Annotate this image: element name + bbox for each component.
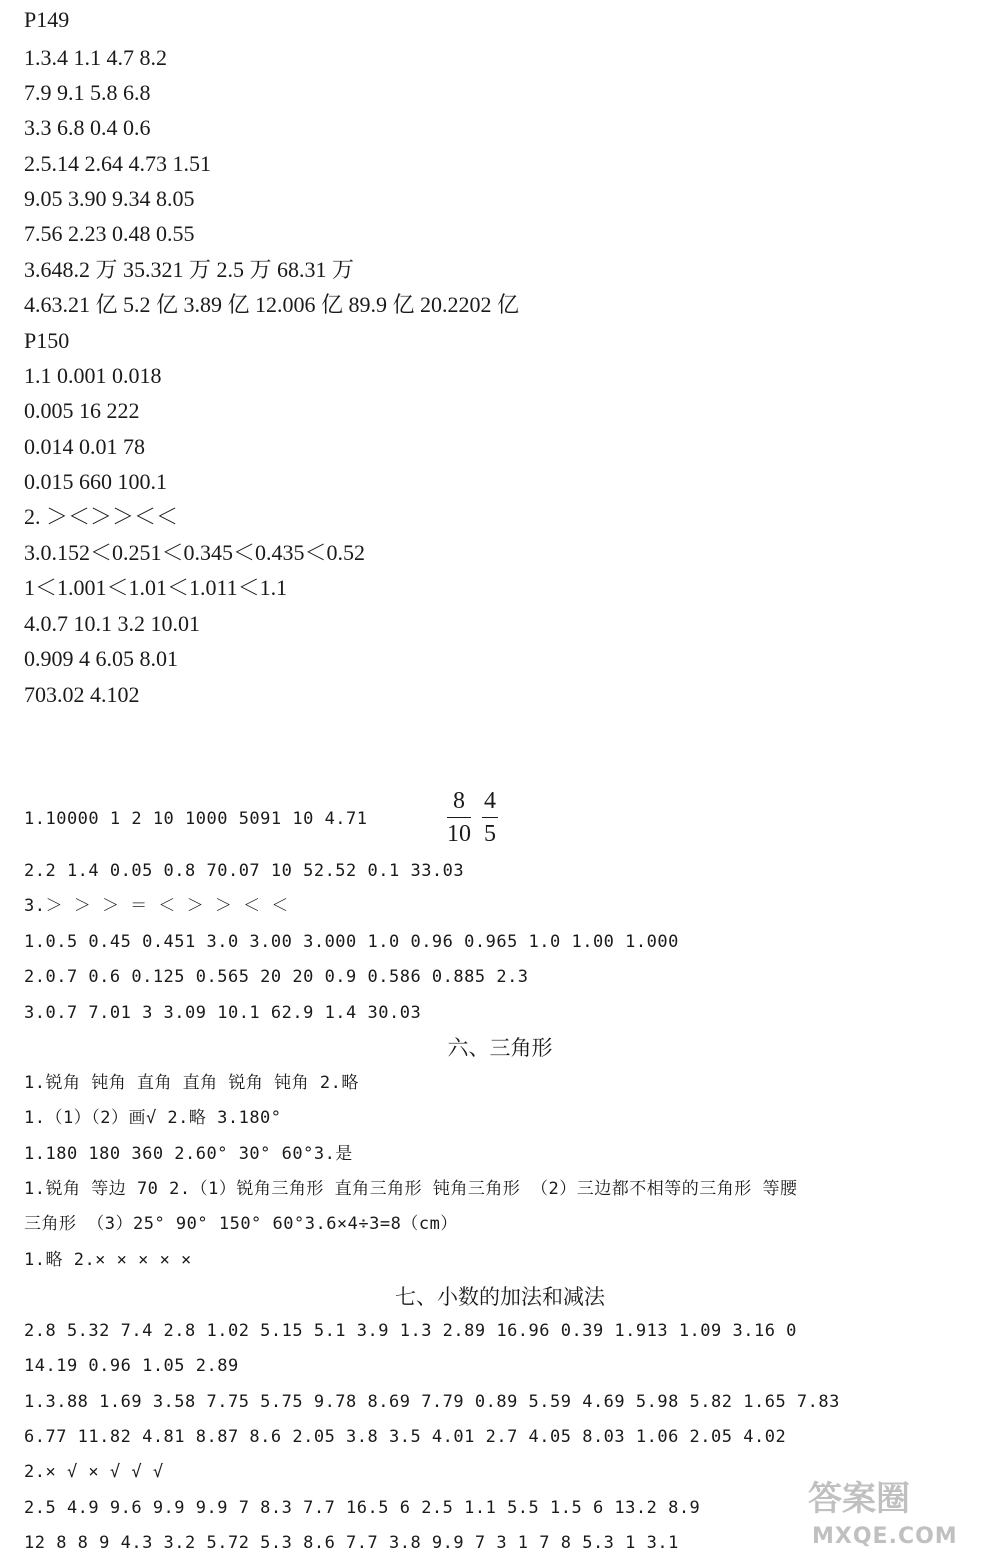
text-line: 1.180 180 360 2.60° 30° 60°3.是 bbox=[24, 1144, 353, 1164]
text-line: 2.8 5.32 7.4 2.8 1.02 5.15 5.1 3.9 1.3 2.89 16.96 0.39 1.913 1.09 3.16 0 bbox=[24, 1321, 797, 1341]
text-line: 2.2 1.4 0.05 0.8 70.07 10 52.52 0.1 33.03 bbox=[24, 861, 465, 881]
fraction bbox=[447, 789, 471, 846]
text-line: 3.3 6.8 0.4 0.6 bbox=[24, 115, 151, 140]
text-line: 4.63.21 亿 5.2 亿 3.89 亿 12.006 亿 89.9 亿 20.2202 亿 bbox=[24, 292, 520, 317]
text-line: 1.3.4 1.1 4.7 8.2 bbox=[24, 45, 167, 70]
text-line: 14.19 0.96 1.05 2.89 bbox=[24, 1356, 239, 1376]
text-line: 3.0.152＜0.251＜0.345＜0.435＜0.52 bbox=[24, 540, 366, 565]
text-line: 1.略 2.× × × × × bbox=[24, 1250, 192, 1270]
text-line: 1.10000 1 2 10 1000 5091 10 4.71 bbox=[24, 809, 368, 829]
text-line: 1.锐角 等边 70 2.（1）锐角三角形 直角三角形 钝角三角形 （2）三边都不相等的三角形 等腰 bbox=[24, 1179, 798, 1199]
fraction-denominator: 10 bbox=[447, 821, 471, 847]
section-heading: 七、小数的加法和减法 bbox=[395, 1285, 605, 1309]
fraction-denominator: 5 bbox=[484, 821, 496, 847]
text-line: 7.56 2.23 0.48 0.55 bbox=[24, 221, 195, 246]
text-line: P149 bbox=[24, 7, 70, 32]
fraction-numerator: 8 bbox=[453, 788, 465, 814]
text-line: 9.05 3.90 9.34 8.05 bbox=[24, 186, 195, 211]
text-line: 2.5.14 2.64 4.73 1.51 bbox=[24, 151, 211, 176]
text-line: 2.0.7 0.6 0.125 0.565 20 20 0.9 0.586 0.885 2.3 bbox=[24, 967, 529, 987]
fraction-numerator: 4 bbox=[484, 788, 496, 814]
text-line: 1.3.88 1.69 3.58 7.75 5.75 9.78 8.69 7.79 0.89 5.59 4.69 5.98 5.82 1.65 7.83 bbox=[24, 1392, 840, 1412]
text-line: P150 bbox=[24, 328, 70, 353]
text-line: 1＜1.001＜1.01＜1.011＜1.1 bbox=[24, 575, 288, 600]
text-line: 2. ＞＜＞＞＜＜ bbox=[24, 504, 179, 529]
watermark-brand: 答案圈 bbox=[808, 1479, 910, 1519]
text-line: 7.9 9.1 5.8 6.8 bbox=[24, 80, 151, 105]
text-line: 2.5 4.9 9.6 9.9 9.9 7 8.3 7.7 16.5 6 2.5 1.1 5.5 1.5 6 13.2 8.9 bbox=[24, 1498, 701, 1518]
text-line: 6.77 11.82 4.81 8.87 8.6 2.05 3.8 3.5 4.01 2.7 4.05 8.03 1.06 2.05 4.02 bbox=[24, 1427, 787, 1447]
text-line: 1.0.5 0.45 0.451 3.0 3.00 3.000 1.0 0.96 0.965 1.0 1.00 1.000 bbox=[24, 932, 679, 952]
text-line: 0.909 4 6.05 8.01 bbox=[24, 646, 178, 671]
text-line: 3.0.7 7.01 3 3.09 10.1 62.9 1.4 30.03 bbox=[24, 1003, 422, 1023]
watermark-logo bbox=[800, 1478, 995, 1556]
text-line: 1.（1）（2）画√ 2.略 3.180° bbox=[24, 1108, 282, 1128]
text-line: 12 8 8 9 4.3 3.2 5.72 5.3 8.6 7.7 3.8 9.9 7 3 1 7 8 5.3 1 3.1 bbox=[24, 1533, 679, 1553]
text-line: 1.锐角 钝角 直角 直角 锐角 钝角 2.略 bbox=[24, 1073, 359, 1093]
text-line: 2.× √ × √ √ √ bbox=[24, 1462, 164, 1482]
text-line: 3.648.2 万 35.321 万 2.5 万 68.31 万 bbox=[24, 257, 355, 282]
text-line: 4.0.7 10.1 3.2 10.01 bbox=[24, 611, 200, 636]
watermark-domain: MXQE.COM bbox=[812, 1524, 958, 1549]
text-line: 1.1 0.001 0.018 bbox=[24, 363, 162, 388]
text-line: 3.＞ ＞ ＞ ＝ ＜ ＞ ＞ ＜ ＜ bbox=[24, 896, 289, 916]
section-heading: 六、三角形 bbox=[447, 1036, 553, 1060]
text-line: 0.014 0.01 78 bbox=[24, 434, 145, 459]
text-line: 0.015 660 100.1 bbox=[24, 469, 167, 494]
text-line: 0.005 16 222 bbox=[24, 398, 140, 423]
fraction bbox=[482, 789, 498, 846]
text-line: 703.02 4.102 bbox=[24, 682, 140, 707]
text-line: 三角形 （3）25° 90° 150° 60°3.6×4÷3=8（cm） bbox=[24, 1214, 458, 1234]
